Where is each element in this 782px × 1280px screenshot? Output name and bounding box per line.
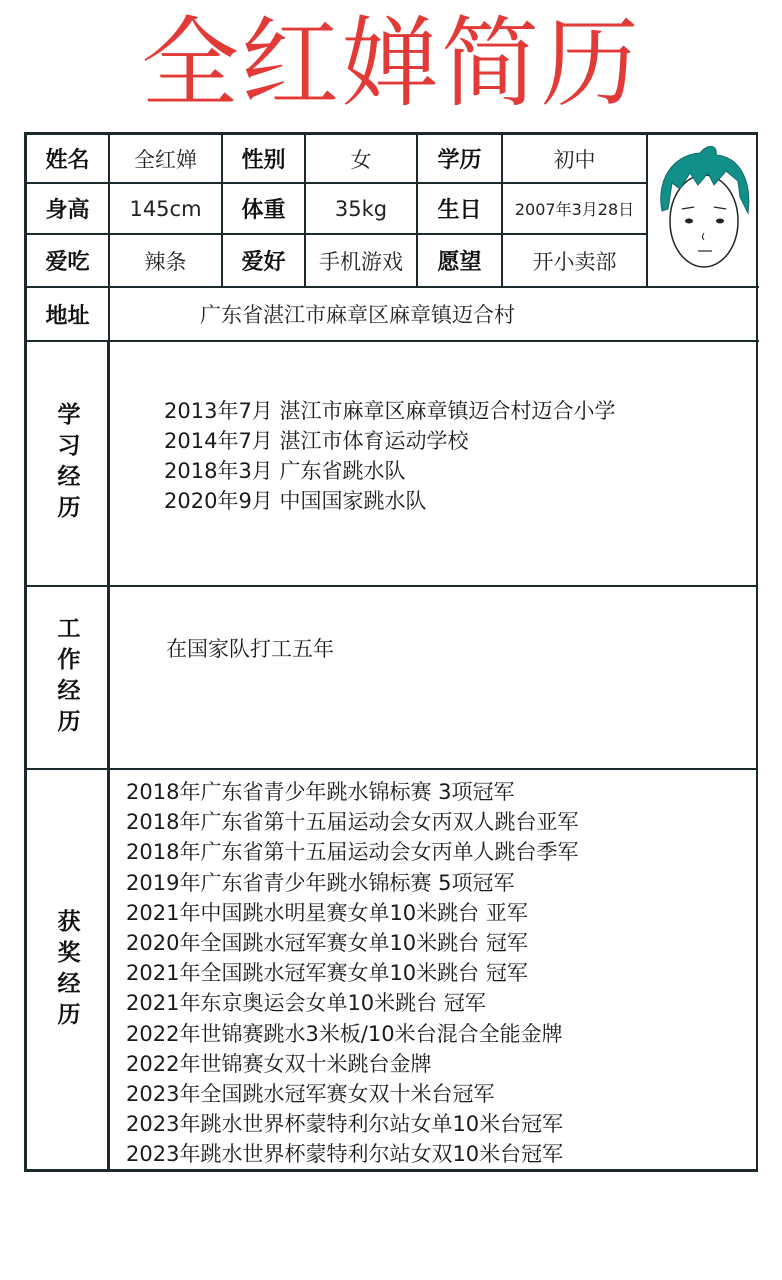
- award-item: 2022年世锦赛跳水3米板/10米台混合全能金牌: [126, 1021, 563, 1046]
- gender-value: 女: [306, 135, 418, 184]
- award-item: 2023年跳水世界杯蒙特利尔站女单10米台冠军: [126, 1112, 564, 1137]
- awards-label-text: 获奖经历: [53, 909, 80, 1033]
- study-label: [27, 342, 110, 587]
- study-item: 2020年9月 中国国家跳水队: [164, 489, 427, 513]
- award-item: 2018年广东省第十五届运动会女丙单人跳台季军: [126, 840, 579, 865]
- study-item: 2014年7月 湛江市体育运动学校: [164, 429, 469, 453]
- name-value: 全红婵: [110, 135, 223, 184]
- weight-label: 体重: [223, 184, 306, 235]
- education-value: 初中: [503, 135, 648, 184]
- wish-label: 愿望: [418, 235, 503, 288]
- avatar: [648, 135, 759, 288]
- name-label: 姓名: [27, 135, 110, 184]
- award-item: 2022年世锦赛女双十米跳台金牌: [126, 1051, 432, 1076]
- cartoon-face-icon: [652, 141, 756, 281]
- birthday-value: 2007年3月28日: [503, 184, 648, 235]
- height-label: 身高: [27, 184, 110, 235]
- award-item: 2020年全国跳水冠军赛女单10米跳台 冠军: [126, 931, 528, 956]
- weight-value: 35kg: [306, 184, 418, 235]
- work-item: 在国家队打工五年: [166, 637, 334, 661]
- study-label-text: 学习经历: [53, 401, 80, 526]
- study-list: [110, 342, 756, 587]
- address-value: 广东省湛江市麻章区麻章镇迈合村: [110, 288, 759, 342]
- education-label: 学历: [418, 135, 503, 184]
- study-item: 2013年7月 湛江市麻章区麻章镇迈合村迈合小学: [164, 399, 616, 423]
- awards-list: [110, 770, 756, 1172]
- award-item: 2021年中国跳水明星赛女单10米跳台 亚军: [126, 900, 528, 925]
- award-item: 2023年全国跳水冠军赛女双十米台冠军: [126, 1082, 495, 1107]
- birthday-label: 生日: [418, 184, 503, 235]
- address-label: 地址: [27, 288, 110, 342]
- work-label-text: 工作经历: [53, 615, 80, 740]
- award-item: 2018年广东省青少年跳水锦标赛 3项冠军: [126, 780, 515, 804]
- hobby-label: 爱好: [223, 235, 306, 288]
- study-item: 2018年3月 广东省跳水队: [164, 459, 406, 483]
- food-label: 爱吃: [27, 235, 110, 288]
- page-title: 全红婵简历: [140, 7, 641, 121]
- award-item: 2019年广东省青少年跳水锦标赛 5项冠军: [126, 870, 515, 895]
- work-list: [110, 587, 756, 770]
- gender-label: 性别: [223, 135, 306, 184]
- award-item: 2021年全国跳水冠军赛女单10米跳台 冠军: [126, 961, 528, 986]
- award-item: 2021年东京奥运会女单10米跳台 冠军: [126, 991, 486, 1016]
- height-value: 145cm: [110, 184, 223, 235]
- award-item: 2018年广东省第十五届运动会女丙双人跳台亚军: [126, 810, 579, 835]
- hobby-value: 手机游戏: [306, 235, 418, 288]
- wish-value: 开小卖部: [503, 235, 648, 288]
- work-label: [27, 587, 110, 770]
- awards-label: [27, 770, 110, 1172]
- award-item: 2023年跳水世界杯蒙特利尔站女双10米台冠军: [126, 1142, 564, 1167]
- food-value: 辣条: [110, 235, 223, 288]
- resume-table: [24, 132, 758, 1172]
